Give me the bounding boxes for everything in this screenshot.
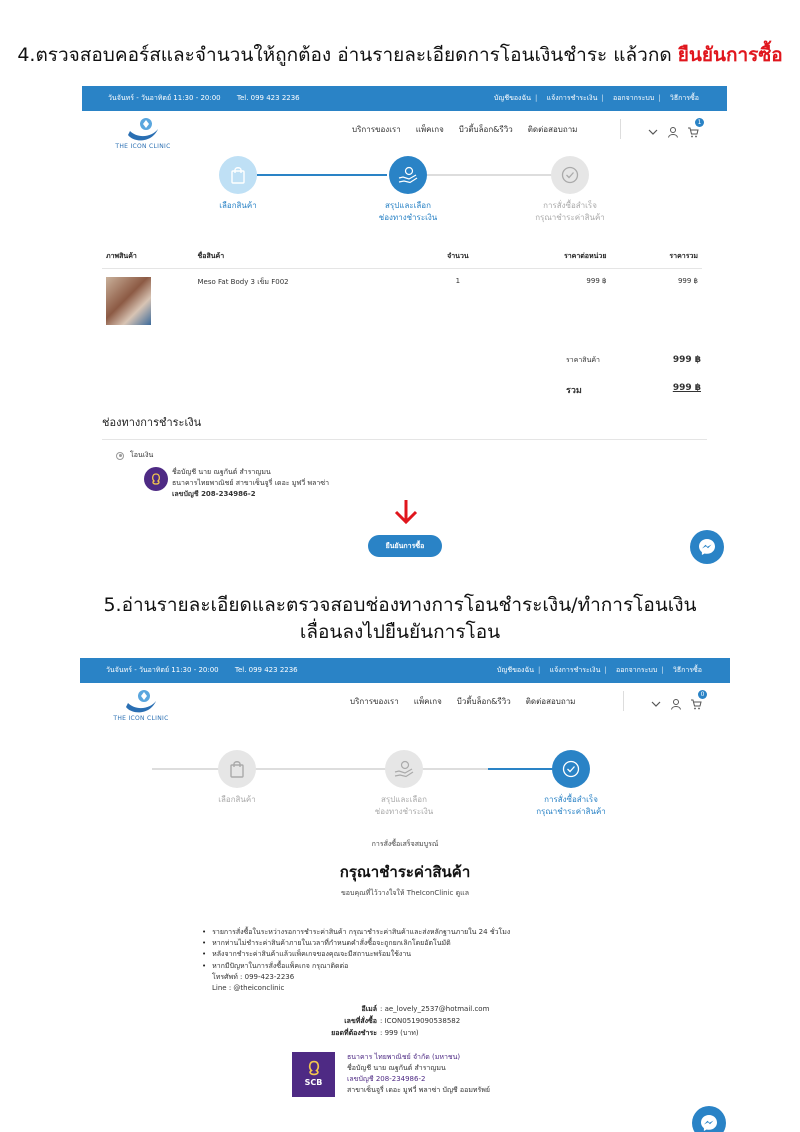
subtotal-value: 999 ฿ (672, 355, 701, 365)
main-nav (82, 111, 727, 156)
scb-logo-icon (144, 467, 168, 491)
cart-totals (82, 333, 727, 396)
menu-packages[interactable]: แพ็คเกจ (413, 697, 442, 706)
list-item: • หากท่านไม่ชำระค่าสินค้าภายในเวลาที่กำหนดคำสั่งซื้อจะถูกยกเลิกโดยอัตโนมัติ (202, 938, 730, 949)
col-quantity: จำนวน (427, 241, 488, 269)
account-number: เลขบัญชี 208-234986-2 (347, 1075, 426, 1084)
email-value: : ae_lovely_2537@hotmail.com (380, 1005, 490, 1014)
menu-services[interactable]: บริการของเรา (350, 697, 399, 706)
step-order-complete (510, 156, 630, 224)
cart-icon[interactable] (687, 119, 702, 135)
total-value: 999 ฿ (672, 383, 701, 393)
cart-icon[interactable] (690, 691, 705, 707)
instruction-step4-text: 4.ตรวจสอบคอร์สและจำนวนให้ถูกต้อง อ่านรายละเอียดการโอนเงินชำระ แล้วกด (17, 44, 672, 66)
col-image: ภาพสินค้า (102, 241, 194, 269)
phone-number: Tel. 099 423 2236 (234, 666, 298, 674)
amount-due-label: ยอดที่ต้องชำระ (331, 1028, 377, 1037)
top-bar: วันจันทร์ - วันอาทิตย์ 11:30 - 20:00 Tel. 099 423 2236 บัญชีของฉัน | แจ้งการชำระเงิน | ออกจากระบบ | วิธีการซื้อ (82, 86, 727, 111)
step-3-label-line1: การสั่งซื้อสำเร็จ (544, 795, 598, 804)
step-3-label-line1: การสั่งซื้อสำเร็จ (543, 201, 597, 210)
step-1-label: เลือกสินค้า (218, 795, 256, 804)
opening-hours: วันจันทร์ - วันอาทิตย์ 11:30 - 20:00 (108, 94, 221, 102)
cart-table (102, 241, 702, 333)
payment-section-title: ช่องทางการชำระเงิน (102, 413, 707, 440)
pay-title: กรุณาชำระค่าสินค้า (339, 863, 471, 881)
logout-link[interactable]: ออกจากระบบ (612, 94, 655, 102)
bank-branch: ธนาคารไทยพาณิชย์ สาขาเซ็นจูรี่ เดอะ มูฟวี่ พลาซ่า (172, 478, 330, 487)
messenger-icon[interactable] (692, 1106, 726, 1132)
step-3-label-line2: กรุณาชำระค่าสินค้า (535, 213, 605, 222)
order-complete-screenshot (80, 658, 730, 1132)
hand-money-icon (389, 156, 427, 194)
my-account-link[interactable]: บัญชีของฉัน (496, 666, 535, 674)
col-total: ราคารวม (610, 241, 702, 269)
opening-hours: วันจันทร์ - วันอาทิตย์ 11:30 - 20:00 (106, 666, 219, 674)
order-complete-panel (80, 839, 730, 899)
instruction-step5-line1: 5.อ่านรายละเอียดและตรวจสอบช่องทางการโอนชำระเงิน/ทำการโอนเงิน (103, 594, 697, 616)
how-to-buy-link[interactable]: วิธีการซื้อ (669, 94, 699, 102)
clinic-logo[interactable] (112, 117, 174, 155)
menu-contact[interactable]: ติดต่อสอบถาม (527, 125, 578, 134)
hand-money-icon (385, 750, 423, 788)
bank-details (144, 467, 727, 500)
payment-notify-link[interactable]: แจ้งการชำระเงิน (549, 666, 601, 674)
product-total: 999 ฿ (677, 277, 698, 285)
step-summary-payment (344, 750, 464, 818)
radio-icon[interactable] (116, 452, 124, 460)
order-number-label: เลขที่สั่งซื้อ (344, 1017, 377, 1026)
scb-logo-text: SCB (304, 1077, 323, 1087)
brand-name: THE ICON CLINIC (113, 715, 169, 722)
menu-services[interactable]: บริการของเรา (352, 125, 401, 134)
subtotal-label: ราคาสินค้า (566, 356, 600, 364)
cart-badge: 0 (698, 690, 707, 699)
email-label: อีเมล์ (361, 1005, 377, 1014)
instruction-step5 (0, 592, 800, 645)
step-2-label-line1: สรุปและเลือก (385, 201, 431, 210)
step-2-label-line2: ช่องทางชำระเงิน (378, 213, 438, 222)
my-account-link[interactable]: บัญชีของฉัน (493, 94, 532, 102)
step-select-product (178, 156, 298, 212)
account-number: เลขบัญชี 208-234986-2 (172, 489, 256, 498)
total-label: รวม (566, 386, 582, 396)
brand-name: THE ICON CLINIC (115, 143, 171, 150)
clinic-logo[interactable] (110, 689, 172, 727)
order-info (80, 1004, 730, 1040)
instruction-step4-highlight: ยืนยันการซื้อ (677, 44, 783, 66)
bank-branch: สาขาเซ็นจูรี่ เดอะ มูฟวี่ พลาซ่า บัญชี ออมทรัพย์ (347, 1086, 491, 1095)
payment-option-label: โอนเงิน (130, 451, 154, 459)
contact-phone: โทรศัพท์ : 099-423-2236 (212, 972, 295, 981)
checkout-steps (82, 156, 727, 241)
messenger-icon[interactable] (690, 530, 724, 564)
step-1-label: เลือกสินค้า (219, 201, 257, 210)
col-unit-price: ราคาต่อหน่วย (488, 241, 610, 269)
col-product-name: ชื่อสินค้า (194, 241, 428, 269)
account-name: ชื่อบัญชี นาย ณฐกันต์ สำราญมน (172, 468, 271, 476)
account-name: ชื่อบัญชี นาย ณฐกันต์ สำราญมน (347, 1063, 446, 1072)
scb-logo-icon (292, 1052, 335, 1097)
phone-number: Tel. 099 423 2236 (236, 94, 300, 102)
payment-notify-link[interactable]: แจ้งการชำระเงิน (546, 94, 598, 102)
check-circle-icon (552, 750, 590, 788)
step-order-complete (511, 750, 631, 818)
main-nav (80, 683, 730, 728)
chevron-down-icon[interactable] (647, 123, 659, 135)
menu-beauty-blog[interactable]: บีวตี้บล็อก&รีวิว (458, 125, 513, 134)
product-thumbnail[interactable] (106, 277, 151, 325)
checkout-steps (80, 728, 730, 823)
checkout-summary-screenshot (82, 86, 727, 576)
step-select-product (177, 750, 297, 806)
payment-option-transfer[interactable] (116, 450, 727, 461)
user-icon[interactable] (670, 695, 682, 707)
menu-beauty-blog[interactable]: บีวตี้บล็อก&รีวิว (456, 697, 511, 706)
product-name[interactable]: Meso Fat Body 3 เข็ม F002 (197, 278, 289, 286)
menu-packages[interactable]: แพ็คเกจ (415, 125, 444, 134)
bank-card (292, 1052, 730, 1097)
table-row (102, 269, 702, 334)
product-unit-price: 999 ฿ (586, 277, 607, 285)
instruction-step4 (0, 42, 800, 69)
contact-line: Line : @theiconclinic (212, 983, 285, 992)
user-icon[interactable] (667, 123, 679, 135)
thanks-text: ขอบคุณที่ไว้วางใจให้ TheIconClinic ดูแล (341, 889, 469, 897)
bank-name: ธนาคาร ไทยพาณิชย์ จำกัด (มหาชน) (347, 1052, 461, 1061)
top-bar: วันจันทร์ - วันอาทิตย์ 11:30 - 20:00 Tel. 099 423 2236 บัญชีของฉัน | แจ้งการชำระเงิน | ออกจากระบบ | วิธีการซื้อ (80, 658, 730, 683)
chevron-down-icon[interactable] (650, 695, 662, 707)
instruction-step5-line2: เลื่อนลงไปยืนยันการโอน (299, 620, 501, 643)
red-down-arrow-icon (393, 498, 419, 530)
confirm-purchase-button[interactable]: ยืนยันการซื้อ (368, 535, 442, 557)
shopping-bag-icon (219, 156, 257, 194)
step-2-label-line2: ช่องทางชำระเงิน (374, 807, 434, 816)
list-item: • รายการสั่งซื้อในระหว่างรอการชำระค่าสินค้า กรุณาชำระค่าสินค้าและส่งหลักฐานภายใน 24 ชั่วโมง (202, 927, 730, 938)
product-qty: 1 (455, 277, 461, 285)
check-circle-icon (551, 156, 589, 194)
logout-link[interactable]: ออกจากระบบ (615, 666, 658, 674)
order-notes (202, 927, 730, 994)
cart-badge: 1 (695, 118, 704, 127)
menu-contact[interactable]: ติดต่อสอบถาม (525, 697, 576, 706)
step-summary-payment (348, 156, 468, 224)
how-to-buy-link[interactable]: วิธีการซื้อ (672, 666, 702, 674)
amount-due-value: : 999 (บาท) (380, 1028, 419, 1037)
order-number-value: : ICON0519090538582 (380, 1017, 461, 1026)
step-3-label-line2: กรุณาชำระค่าสินค้า (536, 807, 606, 816)
order-status: การสั่งซื้อเสร็จสมบูรณ์ (371, 840, 439, 848)
list-item: • หลังจากชำระค่าสินค้าแล้วแพ็คเกจของคุณจะมีสถานะพร้อมใช้งาน (202, 949, 730, 960)
list-item: • หากมีปัญหาในการสั่งซื้อแพ็คเกจ กรุณาติดต่อ (202, 961, 730, 972)
step-2-label-line1: สรุปและเลือก (381, 795, 427, 804)
shopping-bag-icon (218, 750, 256, 788)
